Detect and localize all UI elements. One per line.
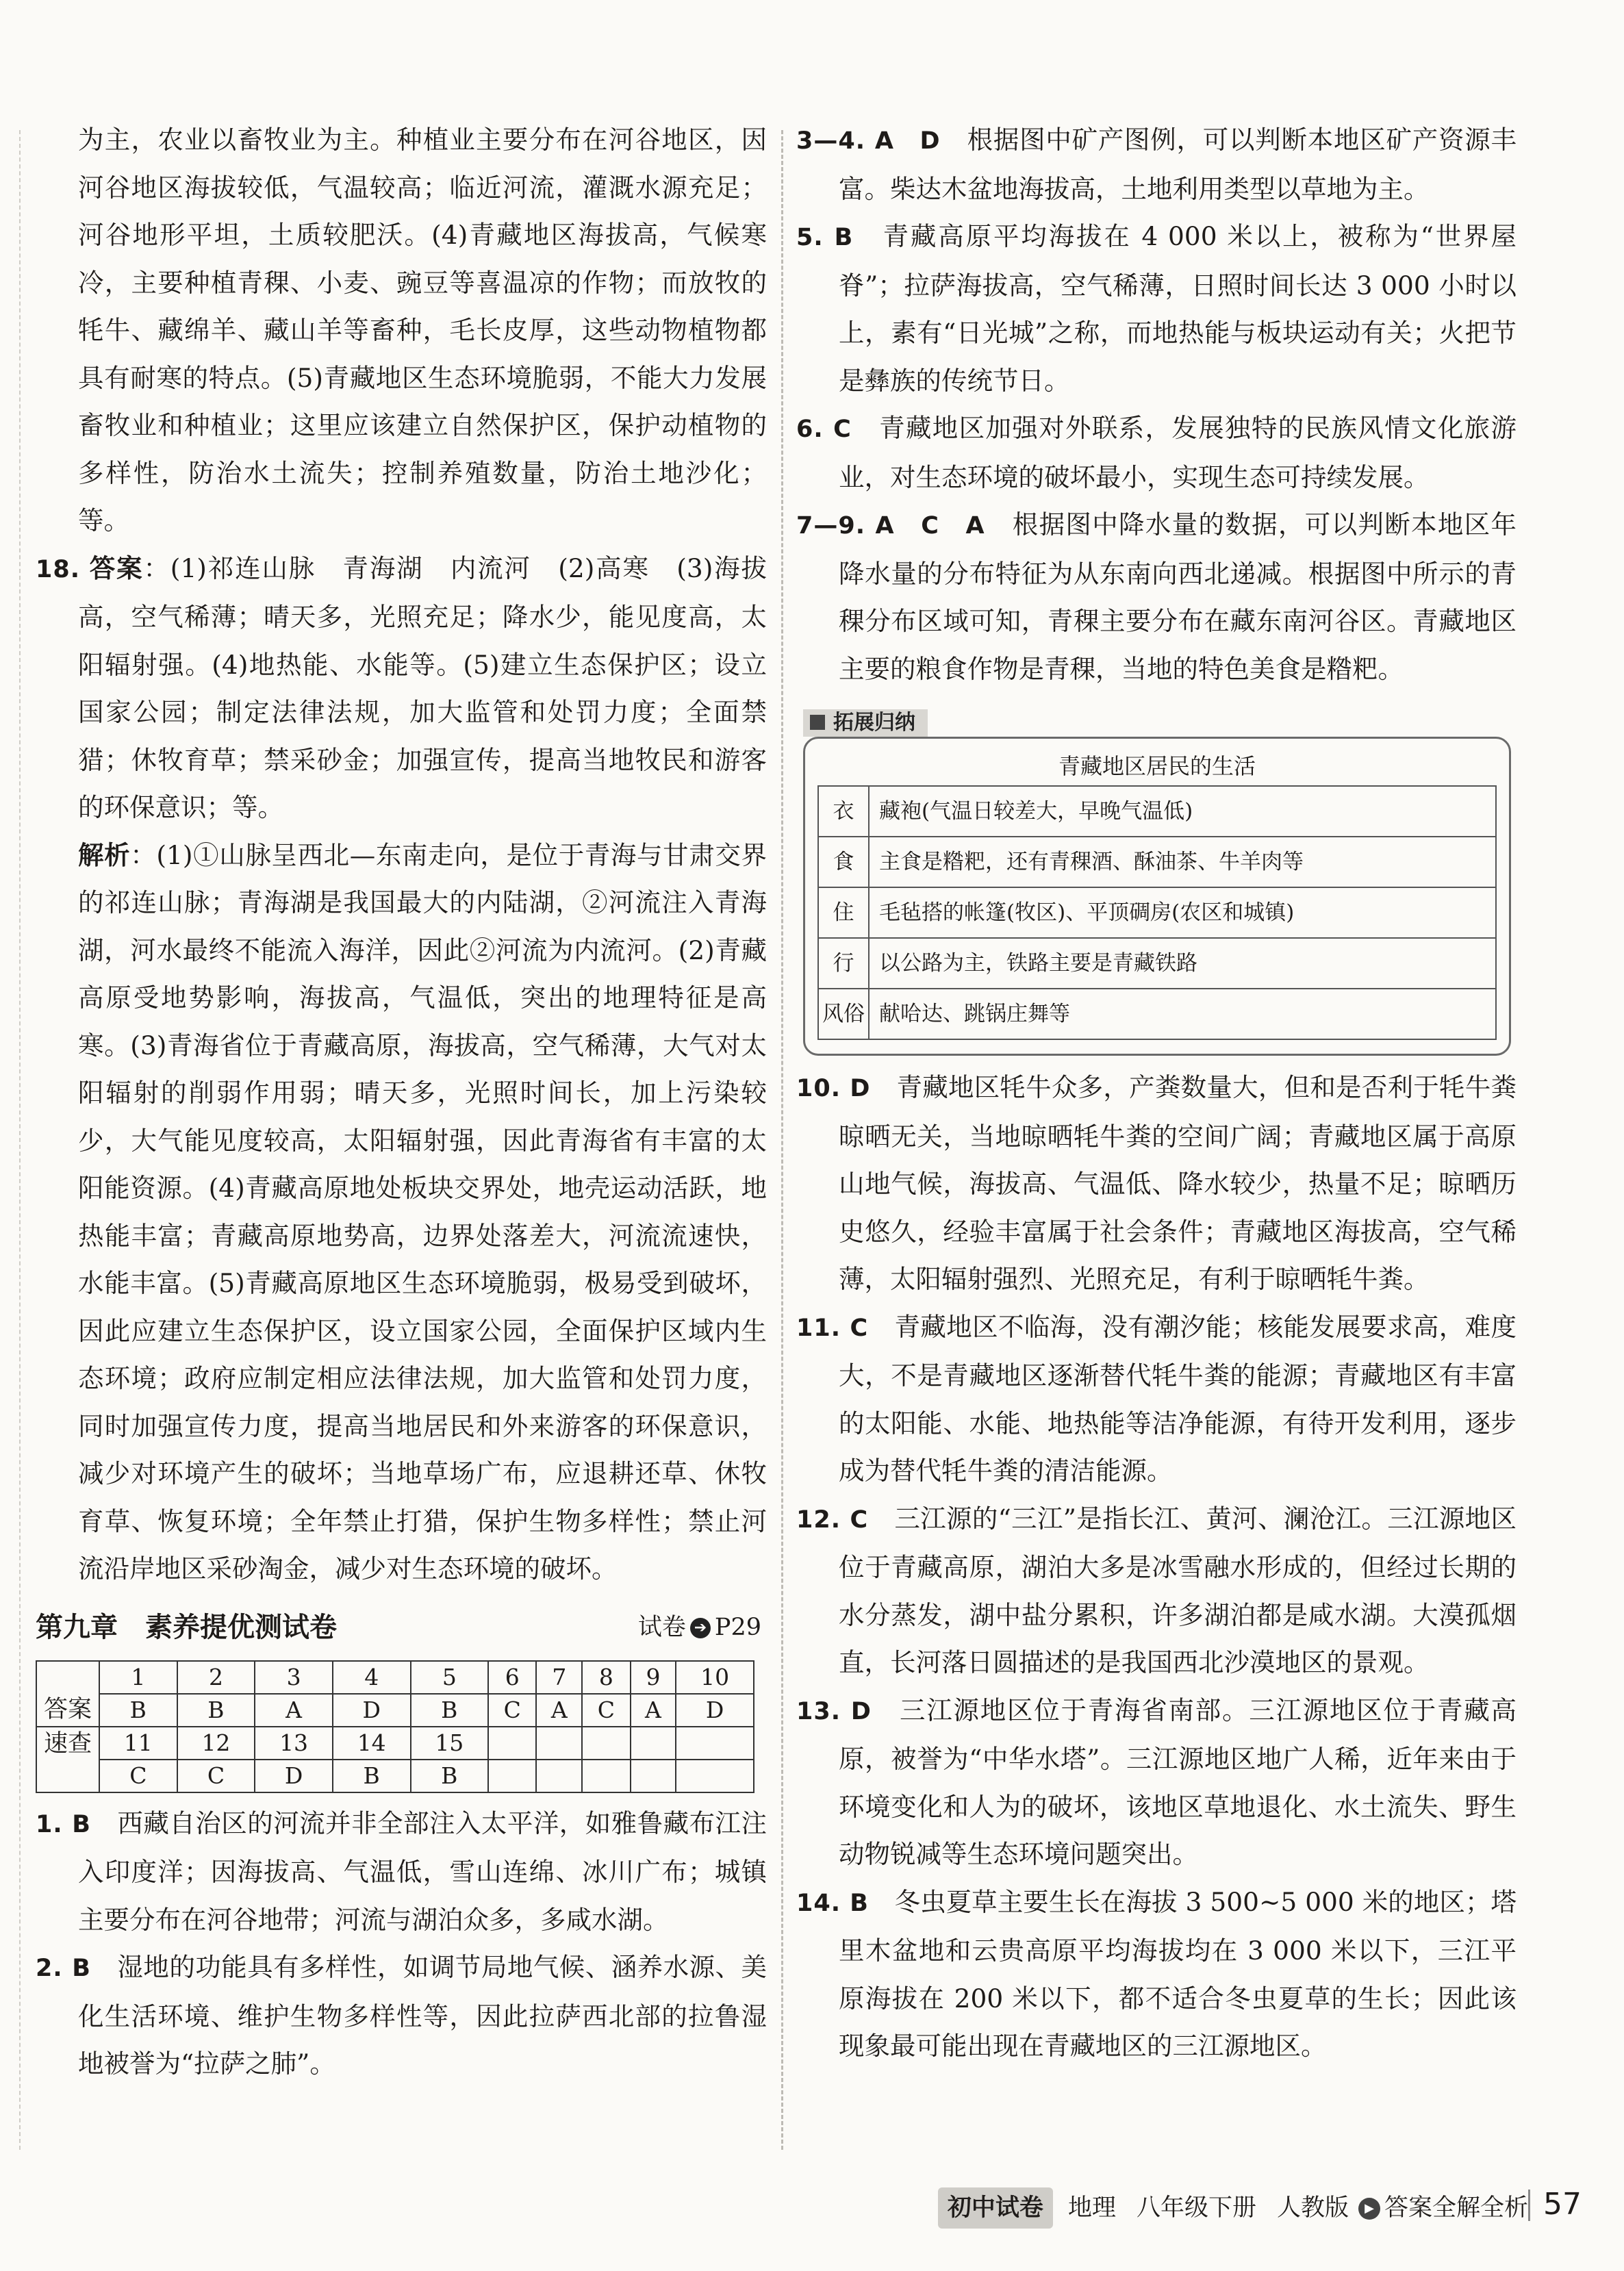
table-cell (488, 1760, 536, 1792)
q18-analysis-text: ：(1)①山脉呈西北—东南走向，是位于青海与甘肃交界的祁连山脉；青海湖是我国最大的内陆湖，②河流注入青海湖，河水最终不能流入海洋，因此②河流为内流河。(2)青藏高原受地势影响，海拔高，气温低，突出的地理特征是高寒。(3)青海省位于青藏高原，海拔高，空气稀薄，大气对太阳辐射的削弱作用弱；晴天多，光照时间长，加上污染较少，大气能见度较高，太阳辐射强，因此青海省有丰富的太阳能资源。(4)青藏高原地处板块交界处，地壳运动活跃，地热能丰富；青藏高原地势高，边界处落差大，河流流速快，水能丰富。(5)青藏高原地区生态环境脆弱，极易受到破坏，因此应建立生态保护区，设立国家公园，全面保护区域内生态环境；政府应制定相应法律法规，加大监管和处罚力度，同时加强宣传力度，提高当地居民和外来游客的环保意识，减少对环境产生的破坏；当地草场广布，应退耕还草、休牧育草、恢复环境；全年禁止打猎，保护生物多样性；禁止河流沿岸地区采砂淘金，减少对生态环境的破坏。 (78, 839, 767, 1584)
table-cell (536, 1727, 582, 1760)
q11-answer: 11. C 青藏地区不临海，没有潮汐能；核能发展要求高，难度大，不是青藏地区逐渐替代牦牛粪的能源；青藏地区有丰富的太阳能、水能、地热能等洁净能源，有待开发利用，逐步成为替代牦牛粪的清洁能源。 (796, 1311, 1517, 1486)
table-row (36, 1760, 754, 1792)
page-number: 57 (1543, 2184, 1582, 2225)
q17-continuation: 为主，农业以畜牧业为主。种植业主要分布在河谷地区，因河谷地区海拔较低，气温较高；临近河流，灌溉水源充足；河谷地形平坦，土质较肥沃。(4)青藏地区海拔高，气候寒冷，主要种植青稞、小麦、豌豆等喜温凉的作物；而放牧的牦牛、藏绵羊、藏山羊等畜种，毛长皮厚，这些动物植物都具有耐寒的特点。(5)青藏地区生态环境脆弱，不能大力发展畜牧业和种植业；这里应该建立自然保护区，保护动植物的多样性，防治水土流失；控制养殖数量，防治土地沙化；等。 (78, 125, 767, 535)
q18-answer-text: ：(1)祁连山脉 青海湖 内流河 (2)高寒 (3)海拔高，空气稀薄；晴天多，光照充足；降水少，能见度高，太阳辐射强。(4)地热能、水能等。(5)建立生态保护区；设立国家公园；制定法律法规，加大监管和处罚力度；全面禁猎；休牧育草；禁采砂金；加强宣传，提高当地牧民和游客的环保意识；等。 (78, 553, 767, 822)
table-cell: 9 (631, 1661, 676, 1694)
extension-summary-badge: 拓展归纳 (803, 709, 928, 737)
chapter-heading (36, 1603, 767, 1652)
table-row: 衣 藏袍(气温日较差大，早晚气温低) (818, 786, 1496, 837)
footer-title: 答案全解全析 (1384, 2194, 1528, 2222)
table-cell: C (582, 1694, 630, 1727)
table-cell: B (411, 1694, 489, 1727)
table-cell: D (255, 1760, 333, 1792)
table-row (36, 1661, 754, 1694)
extension-summary-heading (796, 705, 1517, 737)
q18-answer-label: 答案 (89, 553, 144, 583)
right-column (796, 116, 1517, 2070)
table-cell: 7 (536, 1661, 582, 1694)
q18-analysis (36, 832, 767, 1593)
table-cell: 10 (676, 1661, 754, 1694)
table-cell: A (631, 1694, 676, 1727)
q14-answer: 14. B 冬虫夏草主要生长在海拔 3 500~5 000 米的地区；塔里木盆地和云贵高原平均海拔均在 3 000 米以下，三江平原海拔在 200 米以下，都不适合冬虫夏草的生长；因此该现象最可能出现在青藏地区的三江源地区。 (796, 1886, 1517, 2061)
table-cell: B (99, 1694, 177, 1727)
table-cell: 11 (99, 1727, 177, 1760)
table-cell: 5 (411, 1661, 489, 1694)
quick-label-bottom: 速查 (36, 1727, 99, 1792)
footer-subject: 地理 (1067, 2194, 1116, 2222)
table-cell: 12 (177, 1727, 255, 1760)
table-cell: 4 (333, 1661, 411, 1694)
table-cell: 1 (99, 1661, 177, 1694)
table-cell (582, 1760, 630, 1792)
chapter-title: 第九章 素养提优测试卷 (36, 1611, 337, 1643)
table-cell: C (99, 1760, 177, 1792)
square-icon (810, 715, 825, 730)
q5-answer: 5. B 青藏高原平均海拔在 4 000 米以上，被称为“世界屋脊”；拉萨海拔高，空气稀薄，日照时间长达 3 000 小时以上，素有“日光城”之称，而地热能与板块运动有关；火把节是彝族的传统节日。 (796, 221, 1517, 396)
table-cell: 6 (488, 1661, 536, 1694)
table-cell (676, 1760, 754, 1792)
table-cell: B (411, 1760, 489, 1792)
table-cell: 15 (411, 1727, 489, 1760)
table-row: 住 毛毡搭的帐篷(牧区)、平顶碉房(农区和城镇) (818, 887, 1496, 938)
table-cell: C (488, 1694, 536, 1727)
table-cell: 3 (255, 1661, 333, 1694)
table-row (36, 1694, 754, 1727)
q18-analysis-label: 解析 (78, 839, 131, 870)
table-row: 行 以公路为主，铁路主要是青藏铁路 (818, 938, 1496, 989)
table-cell: B (333, 1760, 411, 1792)
q3-4-answer: 3—4. A D 根据图中矿产图例，可以判断本地区矿产资源丰富。柴达木盆地海拔高，土地利用类型以草地为主。 (796, 125, 1517, 204)
table-cell: 13 (255, 1727, 333, 1760)
table-row (36, 1727, 754, 1760)
arrow-right-icon: ➔ (690, 1618, 711, 1638)
table-cell (488, 1727, 536, 1760)
q1-answer: 1. B 西藏自治区的河流并非全部注入太平洋，如雅鲁藏布江注入印度洋；因海拔高、气温低，雪山连绵、冰川广布；城镇主要分布在河谷地带；河流与湖泊众多，多咸水湖。 (36, 1807, 767, 1935)
page-footer (938, 2187, 1528, 2229)
table-cell: D (333, 1694, 411, 1727)
footer-brand: 初中试卷 (938, 2187, 1053, 2229)
table-row: 食 主食是糌粑，还有青稞酒、酥油茶、牛羊肉等 (818, 837, 1496, 887)
footer-grade: 八年级下册 (1136, 2194, 1256, 2222)
q12-answer: 12. C 三江源的“三江”是指长江、黄河、澜沧江。三江源地区位于青藏高原，湖泊大多是冰雪融水形成的，但经过长期的水分蒸发，湖中盐分累积，许多湖泊都是咸水湖。大漠孤烟直，长河落日圆描述的是我国西北沙漠地区的景观。 (796, 1503, 1517, 1677)
footer-edition: 人教版 (1276, 2194, 1349, 2222)
play-icon: ▶ (1358, 2198, 1380, 2220)
q13-answer: 13. D 三江源地区位于青海省南部。三江源地区位于青藏高原，被誉为“中华水塔”。三江源地区地广人稀，近年来由于环境变化和人为的破坏，该地区草地退化、水土流失、野生动物锐减等生态环境问题突出。 (796, 1695, 1517, 1869)
left-margin-rule (19, 130, 21, 2150)
table-cell (536, 1760, 582, 1792)
left-column (36, 116, 767, 2088)
table-cell: D (676, 1694, 754, 1727)
quick-label-top: 答案 (36, 1661, 99, 1727)
q10-answer: 10. D 青藏地区牦牛众多，产粪数量大，但和是否利于牦牛粪晾晒无关，当地晾晒牦牛粪的空间广阔；青藏地区属于高原山地气候，海拔高、气温低、降水较少，热量不足；晾晒历史悠久，经验丰富属于社会条件；青藏地区海拔高，空气稀薄，太阳辐射强烈、光照充足，有利于晾晒牦牛粪。 (796, 1072, 1517, 1294)
table-cell: 8 (582, 1661, 630, 1694)
extension-summary-box (803, 737, 1511, 1056)
table-cell (582, 1727, 630, 1760)
table-cell: B (177, 1694, 255, 1727)
table-cell: 2 (177, 1661, 255, 1694)
life-table-caption: 青藏地区居民的生活 (1058, 753, 1256, 779)
table-row: 风俗 献哈达、跳锅庄舞等 (818, 989, 1496, 1039)
resident-life-table (817, 785, 1497, 1040)
q18-number: 18. (36, 555, 81, 583)
table-cell (676, 1727, 754, 1760)
answer-quick-check-table (36, 1660, 754, 1793)
table-cell: C (177, 1760, 255, 1792)
table-cell: A (255, 1694, 333, 1727)
q6-answer: 6. C 青藏地区加强对外联系，发展独特的民族风情文化旅游业，对生态环境的破坏最小，实现生态可持续发展。 (796, 413, 1517, 492)
table-cell: 14 (333, 1727, 411, 1760)
q18-answer (36, 545, 767, 832)
table-cell (631, 1727, 676, 1760)
q2-answer: 2. B 湿地的功能具有多样性，如调节局地气候、涵养水源、美化生活环境、维护生物多样性等，因此拉萨西北部的拉鲁湿地被誉为“拉萨之肺”。 (36, 1952, 767, 2079)
table-cell: A (536, 1694, 582, 1727)
q7-9-answer: 7—9. A C A 根据图中降水量的数据，可以判断本地区年降水量的分布特征为从东南向西北递减。根据图中所示的青稞分布区域可知，青稞主要分布在藏东南河谷区。青藏地区主要的粮食作物是青稞，当地的特色美食是糌粑。 (796, 509, 1517, 684)
test-paper-reference: 试卷 ➔ P29 (637, 1613, 761, 1641)
table-cell (631, 1760, 676, 1792)
column-divider (781, 130, 783, 2150)
